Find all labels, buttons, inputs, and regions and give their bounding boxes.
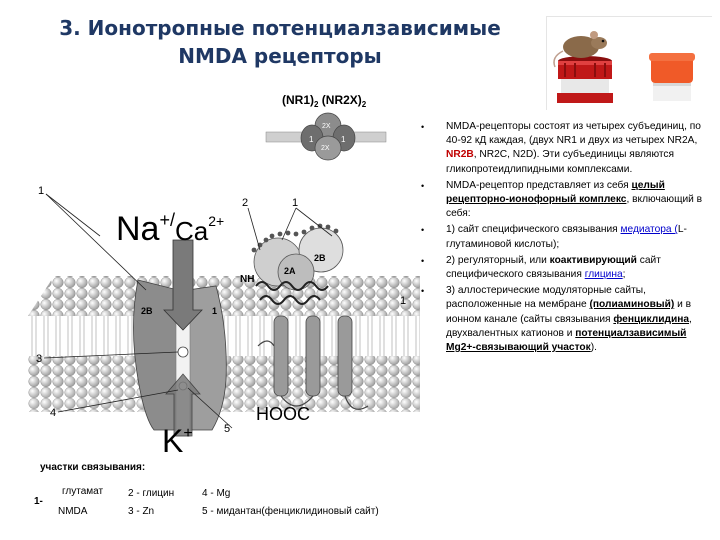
mediator-link[interactable]: медиатора ( bbox=[620, 224, 678, 236]
bullet-dot-icon: • bbox=[421, 255, 425, 266]
callout-1b: 1 bbox=[292, 197, 299, 209]
bullet-dot-icon: • bbox=[421, 180, 425, 191]
formula-sub-2: 2 bbox=[361, 100, 367, 109]
nmda-bullet-list bbox=[414, 120, 710, 357]
mini-receptor-icon bbox=[266, 113, 386, 160]
mg-binding-term: потенциалзависимый Mg2+-связывающий участок bbox=[446, 327, 687, 354]
bullet-item: • NMDA-рецепторы состоят из четырех субъединиц, по 40-92 кД каждая, (двух NR1 и двух из четырех NR2A, NR2B, NR2C, N2D). Эти субъединицы являются гликопротеидлипидными комплексами. bbox=[421, 121, 701, 175]
legend-item-5: 5 - мидантан(фенциклидиновый сайт) bbox=[202, 506, 379, 517]
callout-2: 2 bbox=[242, 197, 249, 209]
nh-label: NH bbox=[240, 274, 255, 285]
callout-4: 4 bbox=[50, 407, 57, 419]
bullet-dot-icon: • bbox=[421, 122, 425, 132]
nr2b-highlight: NR2B bbox=[446, 149, 474, 161]
slide-title bbox=[30, 14, 530, 70]
subunit-2a-label: 2A bbox=[284, 266, 296, 276]
callout-3: 3 bbox=[36, 353, 43, 365]
legend-nmda: NMDA bbox=[58, 506, 88, 517]
glycine-link[interactable]: глицина bbox=[584, 269, 623, 281]
mini-label-2x-bottom: 2X bbox=[321, 145, 330, 152]
subunit-2b-top-label: 2B bbox=[314, 253, 326, 263]
subunit-1-bottom-label: 1 bbox=[212, 306, 218, 316]
mini-label-2x-top: 2X bbox=[322, 123, 331, 130]
mouse-photo bbox=[546, 16, 712, 110]
legend-item-2: 2 - глицин bbox=[128, 488, 175, 499]
polyamine-term: (полиаминовый) bbox=[589, 299, 675, 311]
formula-nr2x: (NR2X) bbox=[318, 93, 362, 107]
bullet-dot-icon: • bbox=[421, 286, 425, 297]
coactivating-term: коактивирующий bbox=[549, 254, 637, 266]
subunit-2b-label: 2B bbox=[141, 306, 153, 316]
formula-nr1: (NR1) bbox=[282, 93, 314, 107]
complex-term: целый рецепторно-ионофорный комплекс bbox=[446, 179, 665, 206]
legend-glutamate: глутамат bbox=[62, 486, 104, 497]
legend-item-3: 3 - Zn bbox=[128, 506, 155, 517]
nmda-receptor-diagram bbox=[28, 90, 420, 530]
phencyclidine-term: фенциклидина bbox=[613, 313, 690, 325]
binding-sites-legend bbox=[34, 462, 379, 517]
mini-label-1-left: 1 bbox=[309, 135, 314, 144]
legend-item-4: 4 - Mg bbox=[202, 488, 231, 499]
title-line-2: NMDA рецепторы bbox=[178, 44, 382, 68]
bullet-item: • 3) аллостерические модуляторные сайты, расположенные на мембране (полиаминовый) и в ионном канале (сайты связывания фенциклидина, двухвалентных катионов и потенциалзависимый Mg2+-связывающий участок). bbox=[421, 285, 692, 354]
na-ca-label: $Na^{+/}_{Ca}^{2+}$ bbox=[116, 210, 225, 248]
legend-heading: участки связывания: bbox=[40, 462, 146, 473]
channel-protein bbox=[133, 240, 226, 436]
bullet-item: • 2) регуляторный, или коактивирующий сайт специфического связывания глицина; bbox=[421, 254, 661, 281]
bullet-dot-icon: • bbox=[421, 225, 425, 236]
callout-1a: 1 bbox=[38, 185, 45, 197]
callout-5: 5 bbox=[224, 423, 231, 435]
bullet-item: • 1) сайт специфического связывания медиатора (L-глутаминовой кислоты); bbox=[421, 224, 687, 250]
bullet-item: • NMDA-рецептор представляет из себя целый рецепторно-ионофорный комплекс, включающий в себя: bbox=[421, 179, 703, 220]
hooc-label: HOOC bbox=[256, 404, 310, 424]
title-line-1: 3. Ионотропные потенциалзависимые bbox=[59, 16, 501, 40]
formula-sub-1: 2 bbox=[314, 100, 319, 109]
mini-label-1-right: 1 bbox=[341, 135, 346, 144]
k-label: K+ bbox=[162, 423, 193, 459]
svg-text:(NR1)2 (NR2X)2 bbox=[282, 93, 367, 109]
callout-1c: 1 bbox=[400, 295, 407, 307]
legend-1-dash: 1- bbox=[34, 496, 43, 507]
